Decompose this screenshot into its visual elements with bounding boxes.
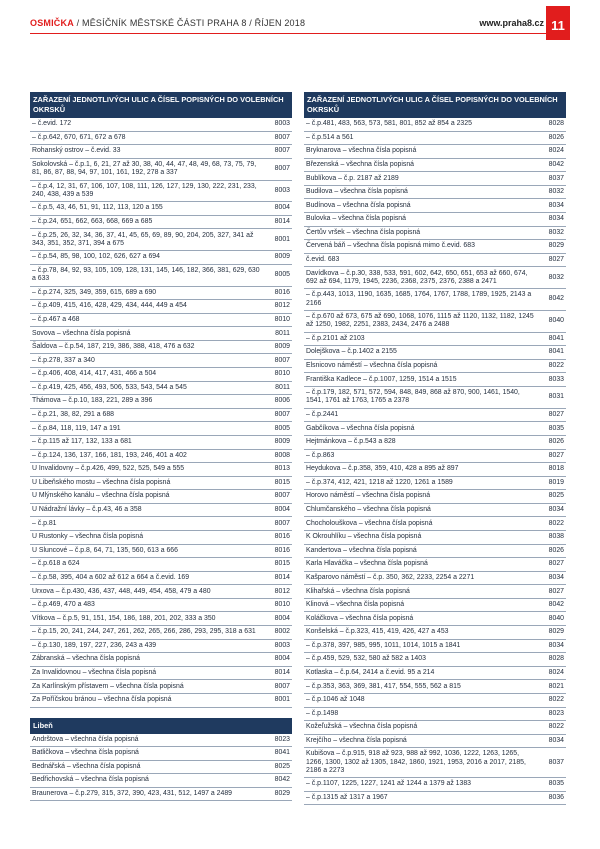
district-number: 8007	[274, 356, 290, 364]
table-row	[304, 436, 566, 450]
district-number: 8018	[548, 465, 564, 473]
district-number: 8029	[548, 628, 564, 636]
district-number: 8042	[274, 776, 290, 784]
table-row	[30, 395, 292, 409]
street-entry: Františka Kadlece – č.p.1007, 1259, 1514 a 1515	[306, 375, 457, 383]
street-entry: – č.p.1498	[306, 709, 339, 717]
street-entry: Davídkova – č.p.30, 338, 533, 591, 602, 642, 650, 651, 653 až 660, 674, 692 až 694, 1179, 1945, 2236, 2368, 2375, 2376, 2388 a 2471	[306, 269, 528, 285]
district-number: 8041	[548, 348, 564, 356]
street-entry: Braunerova – č.p.279, 315, 372, 390, 423, 431, 512, 1497 a 2489	[32, 790, 232, 798]
table-row	[30, 545, 292, 559]
street-entry: – č.p.670 až 673, 675 až 690, 1068, 1076, 1115 až 1120, 1132, 1182, 1245 až 1250, 1982, 2251, 2383, 2434, 2476 a 2488	[306, 313, 534, 329]
table-row	[304, 517, 566, 531]
district-number: 8005	[274, 424, 290, 432]
district-number: 8042	[548, 295, 564, 303]
liben-table	[30, 734, 292, 802]
district-number: 8034	[548, 573, 564, 581]
magazine-name: OSMIČKA	[30, 18, 74, 28]
district-number: 8015	[274, 560, 290, 568]
district-number: 8007	[274, 492, 290, 500]
district-number: 8023	[548, 709, 564, 717]
table-row	[30, 354, 292, 368]
street-entry: U Libeňského mostu – všechna čísla popisná	[32, 478, 171, 486]
street-entry: Šaldova – č.p.54, 187, 219, 386, 388, 418, 476 a 632	[32, 343, 195, 351]
table-row	[30, 202, 292, 216]
section-heading: ZAŘAZENÍ JEDNOTLIVÝCH ULIC A ČÍSEL POPISNÝCH DO VOLEBNÍCH OKRSKŮ	[304, 92, 566, 118]
street-entry: Kandertova – všechna čísla popisná	[306, 546, 417, 554]
district-number: 8028	[548, 655, 564, 663]
district-number: 8032	[548, 188, 564, 196]
district-number: 8035	[548, 780, 564, 788]
table-row	[304, 640, 566, 654]
district-number: 8035	[548, 424, 564, 432]
district-number: 8023	[274, 735, 290, 743]
district-number: 8022	[548, 519, 564, 527]
district-number: 8022	[548, 696, 564, 704]
district-number: 8015	[274, 478, 290, 486]
street-entry: – č.p.353, 363, 369, 381, 417, 554, 555, 562 a 815	[306, 682, 461, 690]
table-row	[30, 761, 292, 775]
table-row	[30, 477, 292, 491]
district-number: 8024	[548, 147, 564, 155]
district-number: 8042	[548, 601, 564, 609]
table-row	[30, 341, 292, 355]
district-number: 8028	[548, 120, 564, 128]
table-row	[30, 626, 292, 640]
district-number: 8029	[548, 242, 564, 250]
section-heading-liben: Libeň	[30, 718, 292, 734]
street-entry: Čertův vršek – všechna čísla popisná	[306, 228, 421, 236]
left-table	[30, 118, 292, 708]
street-entry: – č.p.5, 43, 46, 51, 91, 112, 113, 120 a 155	[32, 204, 163, 212]
district-number: 8014	[274, 573, 290, 581]
street-entry: Za Karlínským přístavem – všechna čísla popisná	[32, 682, 184, 690]
table-row	[30, 490, 292, 504]
street-entry: – č.p.459, 529, 532, 580 až 582 a 1403	[306, 655, 426, 663]
street-entry: U Rustonky – všechna čísla popisná	[32, 533, 144, 541]
street-entry: Bulovka – všechna čísla popisná	[306, 215, 406, 223]
district-number: 8042	[548, 160, 564, 168]
table-row	[304, 227, 566, 241]
street-entry: – č.p.2441	[306, 410, 339, 418]
street-entry: Bednářská – všechna čísla popisná	[32, 762, 141, 770]
district-number: 8022	[548, 362, 564, 370]
right-table	[304, 118, 566, 805]
table-row	[304, 373, 566, 387]
magazine-title	[30, 18, 305, 28]
table-row	[304, 346, 566, 360]
district-number: 8013	[274, 465, 290, 473]
street-entry: Budilova – všechna čísla popisná	[306, 188, 408, 196]
street-entry: Budínova – všechna čísla popisná	[306, 201, 411, 209]
table-row	[304, 422, 566, 436]
street-entry: – č.p.481, 483, 563, 573, 581, 801, 852 až 854 a 2325	[306, 120, 472, 128]
street-entry: Krejčího – všechna čísla popisná	[306, 736, 407, 744]
district-number: 8038	[548, 533, 564, 541]
table-row	[30, 653, 292, 667]
table-row	[30, 504, 292, 518]
district-number: 8010	[274, 315, 290, 323]
street-entry: Karla Hlaváčka – všechna čísla popisná	[306, 560, 428, 568]
district-number: 8004	[274, 614, 290, 622]
right-column	[304, 92, 566, 805]
street-entry: U Invalidovny – č.p.426, 499, 522, 525, 549 a 555	[32, 465, 185, 473]
street-entry: U Sluncové – č.p.8, 64, 71, 135, 560, 613 a 666	[32, 546, 178, 554]
table-row	[30, 788, 292, 802]
street-entry: Horovo náměstí – všechna čísla popisná	[306, 492, 431, 500]
district-number: 8026	[548, 438, 564, 446]
table-row	[30, 585, 292, 599]
district-number: 8036	[548, 794, 564, 801]
table-row	[304, 267, 566, 289]
table-row	[304, 240, 566, 254]
table-row	[30, 734, 292, 748]
table-row	[30, 216, 292, 230]
street-entry: – č.p.54, 85, 98, 100, 102, 626, 627 a 694	[32, 253, 160, 261]
district-number: 8008	[274, 451, 290, 459]
street-entry: – č.p.124, 136, 137, 166, 181, 193, 246, 401 a 402	[32, 451, 187, 459]
street-entry: – č.p.409, 415, 416, 428, 429, 434, 444, 449 a 454	[32, 302, 187, 310]
street-entry: Urxova – č.p.430, 436, 437, 448, 449, 454, 458, 479 a 480	[32, 587, 211, 595]
district-number: 8006	[274, 397, 290, 405]
table-row	[30, 422, 292, 436]
table-row	[30, 640, 292, 654]
table-row	[304, 748, 566, 778]
district-number: 8027	[548, 451, 564, 459]
street-entry: Sovova – všechna čísla popisná	[32, 329, 131, 337]
street-entry: Konšelská – č.p.323, 415, 419, 426, 427 a 453	[306, 628, 449, 636]
district-number: 8027	[548, 255, 564, 263]
table-row	[304, 360, 566, 374]
district-number: 8012	[274, 587, 290, 595]
district-number: 8009	[274, 438, 290, 446]
table-row	[304, 186, 566, 200]
page-number: 11	[546, 6, 570, 40]
table-row	[304, 145, 566, 159]
district-number: 8002	[274, 628, 290, 636]
district-number: 8027	[548, 560, 564, 568]
street-entry: Sokolovská – č.p.1, 6, 21, 27 až 30, 38, 40, 44, 47, 48, 49, 68, 73, 75, 79, 81, 86, 87, 88, 94, 97, 101, 161, 192, 278 a 337	[32, 160, 257, 177]
street-entry: Březenská – všechna čísla popisná	[306, 160, 415, 168]
district-number: 8034	[548, 506, 564, 514]
district-number: 8041	[548, 334, 564, 342]
table-row	[304, 735, 566, 749]
district-number: 8041	[274, 749, 290, 757]
district-number: 8025	[548, 492, 564, 500]
table-row	[304, 118, 566, 132]
street-entry: – č.p.443, 1013, 1190, 1635, 1685, 1764, 1767, 1788, 1789, 1925, 2143 a 2166	[306, 291, 532, 307]
street-entry: Andrštova – všechna čísla popisná	[32, 735, 139, 743]
street-entry: Rohanský ostrov – č.evid. 33	[32, 147, 121, 155]
district-number: 8040	[548, 614, 564, 622]
street-entry: – č.p.419, 425, 456, 493, 506, 533, 543, 544 a 545	[32, 383, 187, 391]
street-entry: – č.p.2101 až 2103	[306, 334, 365, 342]
table-row	[30, 450, 292, 464]
table-row	[30, 747, 292, 761]
street-entry: Koláčkova – všechna čísla popisná	[306, 614, 414, 622]
district-number: 8040	[548, 317, 564, 325]
table-row	[30, 463, 292, 477]
street-entry: – č.p.618 a 624	[32, 560, 80, 568]
table-row	[30, 327, 292, 341]
street-entry: Gabčíkova – všechna čísla popisná	[306, 424, 415, 432]
street-entry: – č.p.374, 412, 421, 1218 až 1220, 1261 a 1589	[306, 478, 453, 486]
table-row	[304, 254, 566, 268]
street-entry: – č.p.81	[32, 519, 57, 527]
street-entry: – č.p.1046 až 1048	[306, 696, 365, 704]
district-number: 8034	[548, 201, 564, 209]
district-number: 8001	[274, 235, 290, 243]
street-entry: U Nádražní lávky – č.p.43, 46 a 358	[32, 506, 142, 514]
table-row	[30, 265, 292, 287]
table-row	[304, 132, 566, 146]
street-entry: Batličkova – všechna čísla popisná	[32, 749, 139, 757]
street-entry: – č.p.863	[306, 451, 335, 459]
table-row	[30, 118, 292, 132]
district-number: 8033	[548, 375, 564, 383]
district-number: 8010	[274, 370, 290, 378]
district-number: 8004	[274, 655, 290, 663]
table-row	[304, 409, 566, 423]
district-number: 8032	[548, 228, 564, 236]
street-entry: – č.p.642, 670, 671, 672 a 678	[32, 133, 126, 141]
street-entry: – č.p.4, 12, 31, 67, 106, 107, 108, 111, 126, 127, 129, 130, 222, 231, 233, 240, 438, 439 a 539	[32, 182, 257, 198]
street-entry: Elsnicovo náměstí – všechna čísla popisná	[306, 362, 438, 370]
website-url[interactable]: www.praha8.cz	[479, 18, 544, 28]
district-number: 8034	[548, 215, 564, 223]
street-entry: Bryknarova – všechna čísla popisná	[306, 147, 417, 155]
left-column	[30, 92, 292, 801]
table-row	[304, 708, 566, 722]
street-entry: Chlumčanského – všechna čísla popisná	[306, 506, 431, 514]
table-row	[30, 159, 292, 181]
district-number: 8010	[274, 601, 290, 609]
district-number: 8027	[548, 587, 564, 595]
table-row	[30, 314, 292, 328]
street-entry: Kašparovo náměstí – č.p. 350, 362, 2233, 2254 a 2271	[306, 573, 475, 581]
district-number: 8007	[274, 410, 290, 418]
table-row	[304, 463, 566, 477]
district-number: 8003	[274, 186, 290, 194]
table-row	[304, 599, 566, 613]
table-row	[304, 289, 566, 311]
table-row	[30, 436, 292, 450]
table-row	[304, 477, 566, 491]
table-row	[304, 653, 566, 667]
district-number: 8003	[274, 120, 290, 128]
table-row	[30, 229, 292, 251]
street-entry: – č.evid. 172	[32, 120, 72, 128]
table-row	[304, 159, 566, 173]
street-entry: – č.p.58, 395, 404 a 602 až 612 a 664 a č.evid. 169	[32, 573, 190, 581]
street-entry: Chocholouškova – všechna čísla popisná	[306, 519, 433, 527]
street-entry: Bedřichovská – všechna čísla popisná	[32, 776, 149, 784]
street-entry: – č.p.514 a 561	[306, 133, 354, 141]
district-number: 8005	[274, 271, 290, 279]
street-entry: – č.p.115 až 117, 132, 133 a 681	[32, 438, 132, 446]
district-number: 8007	[274, 165, 290, 173]
table-row	[30, 145, 292, 159]
street-entry: – č.p.24, 651, 662, 663, 668, 669 a 685	[32, 218, 153, 226]
district-number: 8027	[548, 410, 564, 418]
district-number: 8001	[274, 696, 290, 704]
street-entry: Vítkova – č.p.5, 91, 151, 154, 186, 188, 201, 202, 333 a 350	[32, 614, 216, 622]
street-entry: – č.p.179, 182, 571, 572, 594, 848, 849, 868 až 870, 900, 1461, 1540, 1541, 1761 až 1763, 1765 a 2378	[306, 389, 520, 405]
table-row	[30, 368, 292, 382]
district-number: 8031	[548, 393, 564, 401]
table-row	[30, 132, 292, 146]
table-row	[30, 382, 292, 396]
street-entry: Červená báň – všechna čísla popisná mimo č.evid. 683	[306, 242, 475, 250]
district-number: 8034	[548, 641, 564, 649]
table-row	[30, 599, 292, 613]
street-entry: Heydukova – č.p.358, 359, 410, 428 a 895 až 897	[306, 465, 459, 473]
district-number: 8025	[274, 762, 290, 770]
table-row	[304, 667, 566, 681]
table-row	[304, 531, 566, 545]
table-row	[304, 545, 566, 559]
district-number: 8026	[548, 546, 564, 554]
district-number: 8029	[274, 790, 290, 798]
table-row	[304, 626, 566, 640]
street-entry: – č.p.21, 38, 82, 291 a 688	[32, 410, 114, 418]
table-row	[30, 667, 292, 681]
district-number: 8007	[274, 133, 290, 141]
district-number: 8011	[275, 383, 290, 391]
district-number: 8024	[548, 668, 564, 676]
street-entry: – č.p.1107, 1225, 1227, 1241 až 1244 a 1379 až 1383	[306, 780, 472, 788]
table-row	[30, 680, 292, 694]
table-row	[30, 694, 292, 708]
district-number: 8016	[274, 546, 290, 554]
table-row	[304, 694, 566, 708]
street-entry: Zábranská – všechna čísla popisná	[32, 655, 141, 663]
section-heading: ZAŘAZENÍ JEDNOTLIVÝCH ULIC A ČÍSEL POPISNÝCH DO VOLEBNÍCH OKRSKŮ	[30, 92, 292, 118]
magazine-subtitle: / MĚSÍČNÍK MĚSTSKÉ ČÁSTI PRAHA 8 / ŘÍJEN 2018	[76, 18, 306, 28]
table-row	[30, 251, 292, 265]
table-row	[30, 531, 292, 545]
street-entry: Za Invalidovnou – všechna čísla popisná	[32, 668, 157, 676]
street-entry: č.evid. 683	[306, 255, 340, 263]
street-entry: Kožeľužská – všechna čísla popisná	[306, 723, 418, 731]
street-entry: Klinová – všechna čísla popisná	[306, 601, 405, 609]
district-number: 8022	[548, 723, 564, 731]
table-row	[30, 517, 292, 531]
header-rule	[30, 33, 546, 34]
district-number: 8037	[548, 758, 564, 766]
street-entry: – č.p.406, 408, 414, 417, 431, 466 a 504	[32, 370, 157, 378]
district-number: 8004	[274, 506, 290, 514]
street-entry: – č.p.469, 470 a 483	[32, 601, 95, 609]
street-entry: – č.p.278, 337 a 340	[32, 356, 95, 364]
table-row	[30, 181, 292, 203]
table-row	[304, 387, 566, 409]
table-row	[304, 572, 566, 586]
street-entry: Za Poříčskou bránou – všechna čísla popisná	[32, 696, 172, 704]
table-row	[304, 792, 566, 806]
table-row	[304, 490, 566, 504]
table-row	[30, 572, 292, 586]
district-number: 8007	[274, 519, 290, 527]
table-row	[304, 585, 566, 599]
table-row	[30, 558, 292, 572]
district-number: 8009	[274, 343, 290, 351]
district-number: 8014	[274, 668, 290, 676]
street-entry: Thámova – č.p.10, 183, 221, 289 a 396	[32, 397, 153, 405]
district-number: 8012	[274, 302, 290, 310]
street-entry: – č.p.378, 397, 985, 995, 1011, 1014, 1015 a 1841	[306, 641, 461, 649]
table-row	[30, 287, 292, 301]
table-row	[304, 612, 566, 626]
district-number: 8021	[548, 682, 564, 690]
street-entry: – č.p.25, 26, 32, 34, 36, 37, 41, 45, 65, 69, 89, 90, 204, 205, 327, 341 až 343, 351, 352, 371, 394 a 675	[32, 231, 254, 247]
district-number: 8011	[275, 329, 290, 337]
street-entry: – č.p.78, 84, 92, 93, 105, 109, 128, 131, 145, 146, 182, 366, 381, 629, 630 a 633	[32, 267, 260, 283]
table-row	[304, 504, 566, 518]
table-row	[304, 680, 566, 694]
table-row	[30, 300, 292, 314]
street-entry: – č.p.274, 325, 349, 359, 615, 689 a 690	[32, 288, 157, 296]
street-entry: Hejtmánkova – č.p.543 a 828	[306, 438, 396, 446]
street-entry: – č.p.1315 až 1317 a 1967	[306, 794, 388, 801]
district-number: 8037	[548, 174, 564, 182]
street-entry: – č.p.130, 189, 197, 227, 236, 243 a 439	[32, 641, 157, 649]
table-row	[30, 774, 292, 788]
table-row	[304, 333, 566, 347]
table-row	[304, 213, 566, 227]
district-number: 8016	[274, 288, 290, 296]
district-number: 8016	[274, 533, 290, 541]
district-number: 8004	[274, 204, 290, 212]
street-entry: – č.p.84, 118, 119, 147 a 191	[32, 424, 121, 432]
street-entry: U Mlýnského kanálu – všechna čísla popisná	[32, 492, 170, 500]
district-number: 8007	[274, 682, 290, 690]
district-number: 8014	[274, 218, 290, 226]
table-row	[304, 199, 566, 213]
district-number: 8019	[548, 478, 564, 486]
street-entry: – č.p.15, 20, 241, 244, 247, 261, 262, 265, 266, 286, 293, 295, 318 a 631	[32, 628, 256, 636]
table-row	[304, 721, 566, 735]
district-number: 8007	[274, 147, 290, 155]
table-row	[304, 450, 566, 464]
district-number: 8009	[274, 253, 290, 261]
street-entry: K Okrouhlíku – všechna čísla popisná	[306, 533, 422, 541]
street-entry: Dolejškova – č.p.1402 a 2155	[306, 348, 397, 356]
street-entry: Kotlaska – č.p.64, 2414 a č.evid. 95 a 214	[306, 668, 435, 676]
street-entry: Kubišova – č.p.915, 918 až 923, 988 až 992, 1036, 1222, 1263, 1265, 1266, 1300, 1302 až 1305, 1842, 1860, 1921, 1953, 2016 a 2017, 2185, 2186 a 2273	[306, 750, 526, 774]
street-entry: Klihařská – všechna čísla popisná	[306, 587, 410, 595]
district-number: 8032	[548, 273, 564, 281]
district-number: 8026	[548, 133, 564, 141]
table-row	[304, 172, 566, 186]
table-row	[304, 778, 566, 792]
district-number: 8034	[548, 736, 564, 744]
page-header	[30, 0, 600, 34]
table-row	[30, 409, 292, 423]
district-number: 8003	[274, 641, 290, 649]
table-row	[304, 311, 566, 333]
table-row	[304, 558, 566, 572]
table-row	[30, 612, 292, 626]
street-entry: – č.p.467 a 468	[32, 315, 80, 323]
street-entry: Bublíkova – č.p. 2187 až 2189	[306, 174, 399, 182]
